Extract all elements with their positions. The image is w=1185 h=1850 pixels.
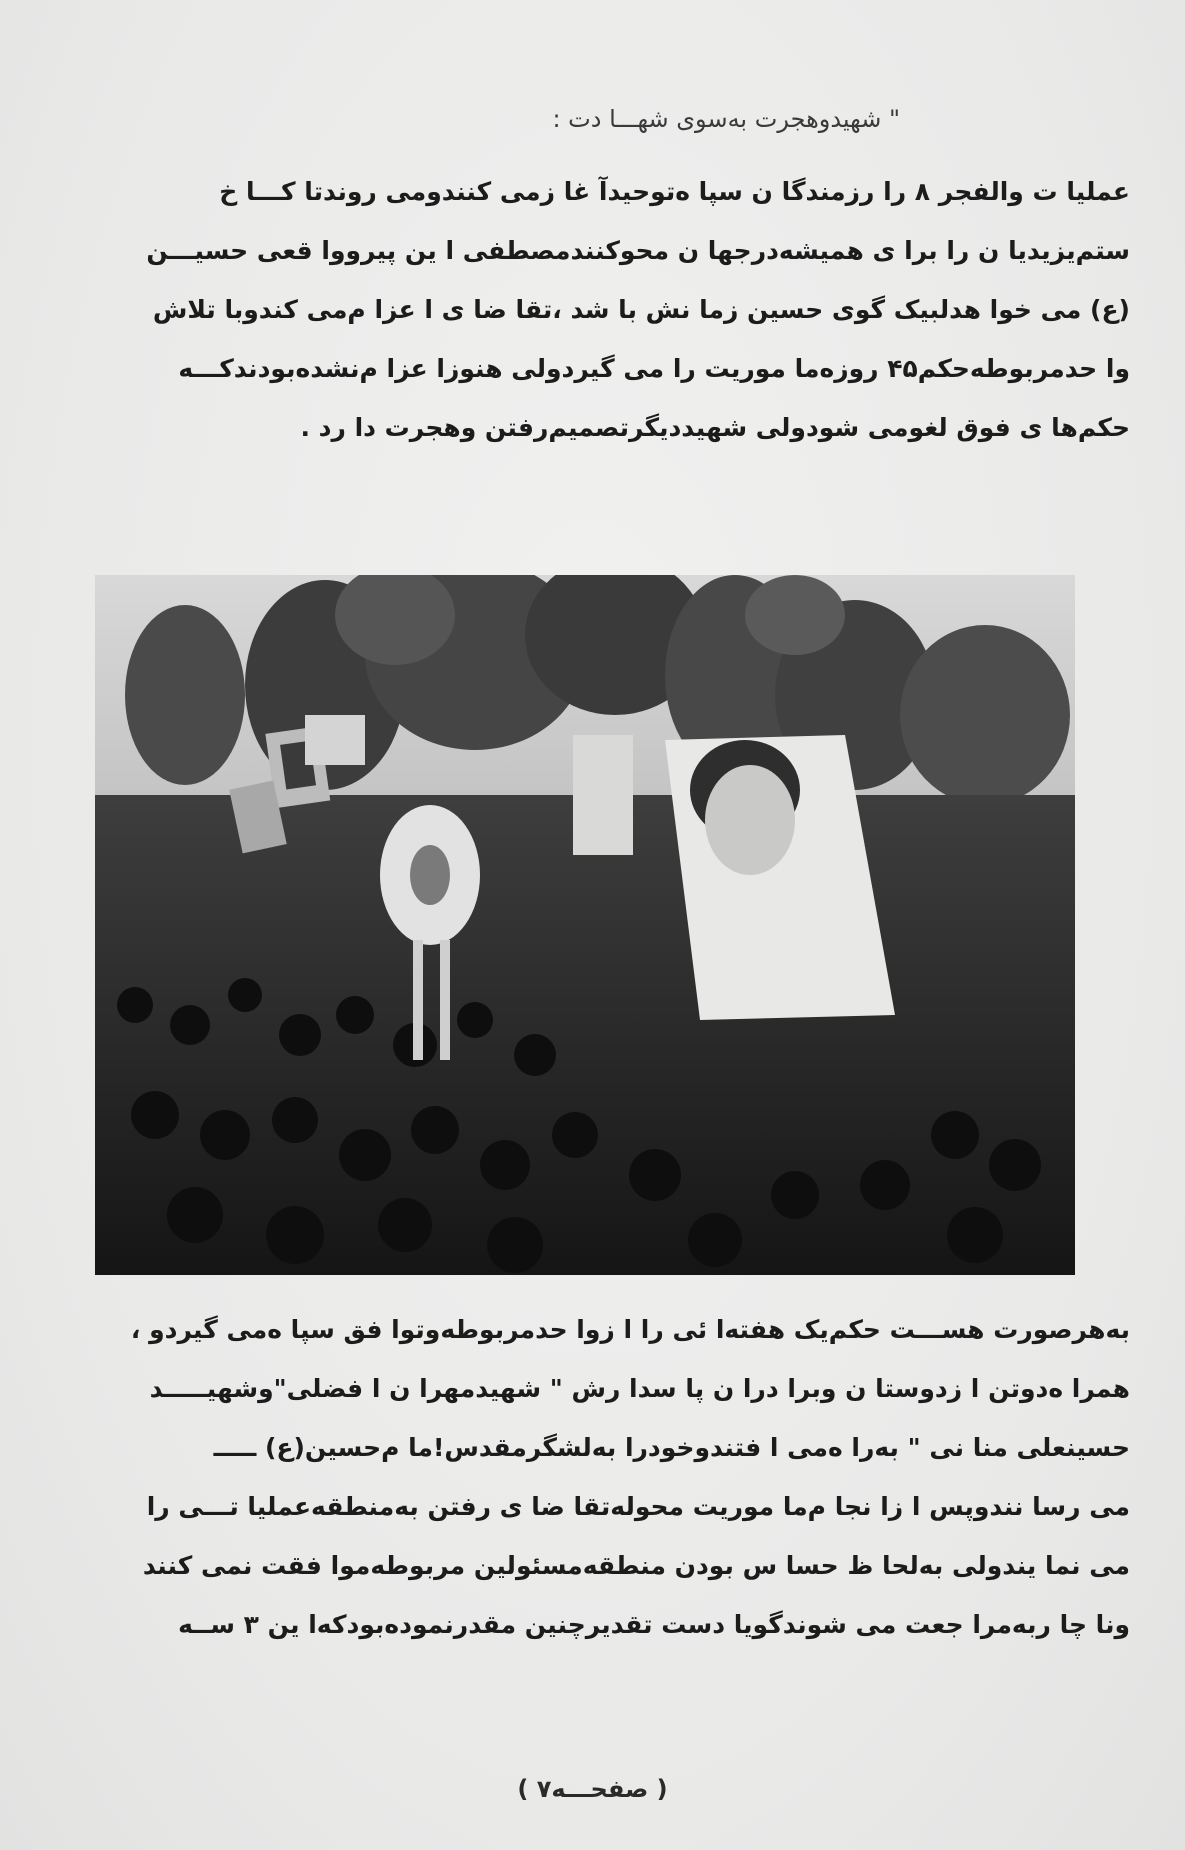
paragraph-line: ونا چا ربه‌مرا جعت می شوندگويا دست تقديرچنين مقدرنموده‌بودکه‌ا ين ٣ ســه — [178, 1610, 1130, 1639]
paragraph-line: همرا ه‌دوتن ا زدوستا ن وبرا درا ن پا سدا رش " شهيدمهرا ن ا فضلی"وشهيـــــد — [149, 1374, 1130, 1403]
photo-illustration — [95, 575, 1075, 1275]
paragraph-line: حکم‌ها ی فوق لغومی شودولی شهيددیگرتصميم‌رفتن وهجرت دا رد . — [300, 413, 1130, 442]
paragraph-1 — [90, 172, 1130, 467]
paragraph-line: حسينعلی منا نی " به‌را ه‌می ا فتندوخودرا به‌لشگرمقدس!ما م‌حسين(ع) ـــــ — [213, 1433, 1130, 1462]
paragraph-line: می نما يندولی به‌لحا ظ حسا س بودن منطقه‌مسئولين مربوطه‌موا فقت نمی کنند — [142, 1551, 1130, 1580]
section-heading: " شهيدوهجرت به‌سوی شهـــا دت : — [552, 105, 900, 133]
paragraph-line: (ع) می خوا هدلبيک گوی حسين زما نش با شد ،تقا ضا ی ا عزا م‌می کندوبا تلاش — [152, 295, 1130, 324]
paragraph-line: ستم‌يزيديا ن را برا ی هميشه‌درجها ن محوکنندمصطفی ا ين پيرووا قعی حسيـــن — [146, 236, 1130, 265]
funeral-procession-photo — [95, 575, 1075, 1275]
paragraph-line: عمليا ت والفجر ٨ را رزمندگا ن سپا ه‌توحيدآ غا زمی کنندومی روندتا کـــا خ — [219, 177, 1130, 206]
paragraph-2 — [70, 1310, 1130, 1664]
paragraph-line: می رسا نندوپس ا زا نجا م‌ما موريت محوله‌تقا ضا ی رفتن به‌منطقه‌عمليا تـــی را — [146, 1492, 1130, 1521]
page-number: ( صفحـــه٧ ) — [517, 1775, 668, 1803]
paragraph-line: به‌هرصورت هســـت حکم‌يک هفته‌ا ئی را ا زوا حدمربوطه‌وتوا فق سپا ه‌می گيردو ، — [130, 1315, 1130, 1344]
paragraph-line: وا حدمربوطه‌حکم۴۵ روزه‌ما موريت را می گيردولی هنوزا عزا م‌نشده‌بودندکـــه — [178, 354, 1130, 383]
